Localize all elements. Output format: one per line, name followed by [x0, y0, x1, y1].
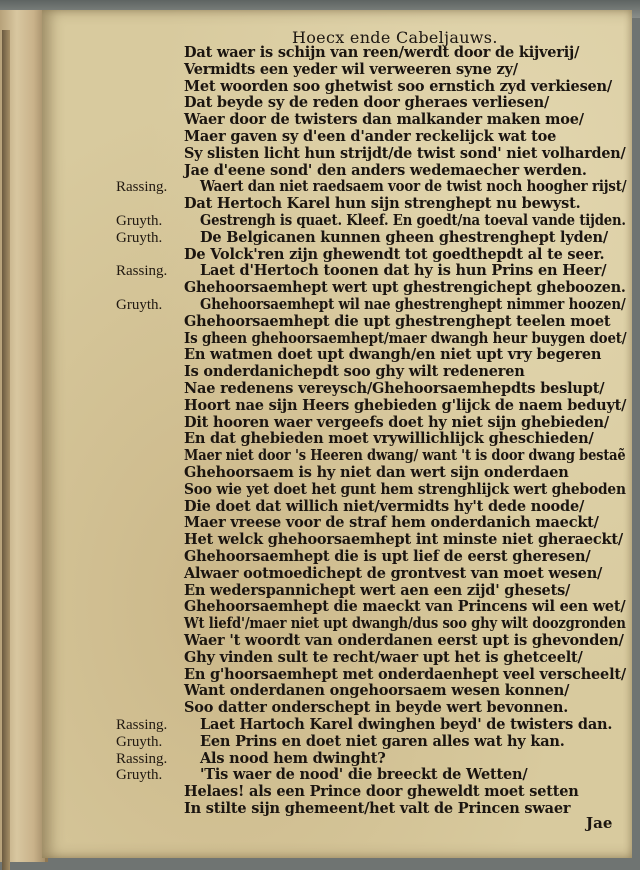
- verse-line: Waer door de twisters dan malkander maken moe/: [184, 111, 584, 128]
- verse-line: Hoort nae sijn Heers ghebieden g'lijck de naem beduyt/: [184, 397, 627, 414]
- verse-line: Ghy vinden sult te recht/waer upt het is ghetceelt/: [184, 649, 583, 666]
- speaker-label: Rassing.: [116, 179, 168, 195]
- verse-line: Ghehoorsaemhept die is upt lief de eerst gheresen/: [184, 548, 591, 565]
- verse-line: Maer vreese voor de straf hem onderdanich maeckt/: [184, 514, 599, 531]
- verse-line: Jae d'eene sond' den anders wedemaecher werden.: [184, 162, 587, 179]
- verse-line: En g'hoorsaemhept met onderdaenhept veel verscheelt/: [184, 666, 626, 683]
- verse-line: Gestrengh is quaet. Kleef. En goedt/na toeval vande tijden.: [200, 212, 626, 229]
- verse-line: Ghehoorsaemhept die maeckt van Princens wil een wet/: [184, 598, 626, 615]
- binding: [2, 30, 10, 870]
- facing-page-edge: [0, 10, 48, 862]
- verse-line: In stilte sijn ghemeent/het valt de Princen swaer: [184, 800, 571, 817]
- verse-line: Het welck ghehoorsaemhept int minste niet gheraeckt/: [184, 531, 624, 548]
- verse-line: Met woorden soo ghetwist soo ernstich zyd verkiesen/: [184, 78, 612, 95]
- speaker-label: Gruyth.: [116, 767, 163, 783]
- catchword: Jae: [586, 814, 613, 832]
- verse-line: Nae redenens vereysch/Ghehoorsaemhepdts beslupt/: [184, 380, 605, 397]
- verse-line: Maer niet door 's Heeren dwang/ want 't is door dwang bestaẽ: [184, 447, 626, 464]
- speaker-label: Rassing.: [116, 717, 168, 733]
- verse-line: Waer 't woordt van onderdanen eerst upt is ghevonden/: [184, 632, 624, 649]
- verse-line: Wt liefd'/maer niet upt dwangh/dus soo ghy wilt doozgronden: [184, 615, 626, 632]
- verse-line: De Volck'ren zijn ghewendt tot goedthepdt al te seer.: [184, 246, 605, 263]
- running-header: Hoecx ende Cabeljauws.: [292, 28, 498, 47]
- verse-line: Waert dan niet raedsaem voor de twist noch hoogher rijst/: [200, 178, 627, 195]
- verse-line: Is onderdanichepdt soo ghy wilt redeneren: [184, 363, 525, 380]
- verse-line: Vermidts een yeder wil verweeren syne zy/: [184, 61, 518, 78]
- verse-line: Dat waer is schijn van reen/werdt door de kijverij/: [184, 44, 580, 61]
- speaker-label: Gruyth.: [116, 734, 163, 750]
- verse-line: De Belgicanen kunnen gheen ghestrenghept lyden/: [200, 229, 608, 246]
- verse-line: 'Tis waer de nood' die breeckt de Wetten/: [200, 766, 528, 783]
- verse-line: Maer gaven sy d'een d'ander reckelijck wat toe: [184, 128, 557, 145]
- verse-line: Ghehoorsaemhept die upt ghestrenghept teelen moet: [184, 313, 611, 330]
- verse-line: Ghehoorsaemhept wil nae ghestrenghept nimmer hoozen/: [200, 296, 626, 313]
- speaker-label: Rassing.: [116, 263, 168, 279]
- verse-line: Is gheen ghehoorsaemhept/maer dwangh heur buygen doet/: [184, 330, 627, 347]
- speaker-label: Gruyth.: [116, 213, 163, 229]
- verse-line: Ghehoorsaem is hy niet dan wert sijn onderdaen: [184, 464, 569, 481]
- verse-line: Helaes! als een Prince door gheweldt moet setten: [184, 783, 579, 800]
- verse-line: Alwaer ootmoedichept de grontvest van moet wesen/: [184, 565, 603, 582]
- speaker-label: Gruyth.: [116, 297, 163, 313]
- verse-line: Dat Hertoch Karel hun sijn strenghept nu bewyst.: [184, 195, 581, 212]
- verse-line: Dit hooren waer vergeefs doet hy niet sijn ghebieden/: [184, 414, 609, 431]
- verse-line: En wederspannichept wert aen een zijd' ghesets/: [184, 582, 571, 599]
- verse-line: En dat ghebieden moet vrywillichlijck gheschieden/: [184, 430, 594, 447]
- verse-line: Laet d'Hertoch toonen dat hy is hun Prins en Heer/: [200, 262, 607, 279]
- verse-line: Dat beyde sy de reden door gheraes verliesen/: [184, 94, 550, 111]
- verse-line: En watmen doet upt dwangh/en niet upt vry begeren: [184, 346, 602, 363]
- verse-line: Die doet dat willich niet/vermidts hy't dede noode/: [184, 498, 585, 515]
- verse-line: Een Prins en doet niet garen alles wat hy kan.: [200, 733, 565, 750]
- verse-line: Sy slisten licht hun strijdt/de twist sond' niet volharden/: [184, 145, 626, 162]
- verse-line: Ghehoorsaemhept wert upt ghestrengichept gheboozen.: [184, 279, 626, 296]
- verse-line: Laet Hartoch Karel dwinghen beyd' de twisters dan.: [200, 716, 613, 733]
- verse-line: Soo datter onderschept in beyde wert bevonnen.: [184, 699, 569, 716]
- verse-line: Als nood hem dwinght?: [200, 750, 386, 767]
- speaker-label: Rassing.: [116, 751, 168, 767]
- verse-line: Want onderdanen ongehoorsaem wesen konnen/: [184, 682, 570, 699]
- speaker-label: Gruyth.: [116, 230, 163, 246]
- verse-line: Soo wie yet doet het gunt hem strenghlijck wert gheboden: [184, 481, 626, 498]
